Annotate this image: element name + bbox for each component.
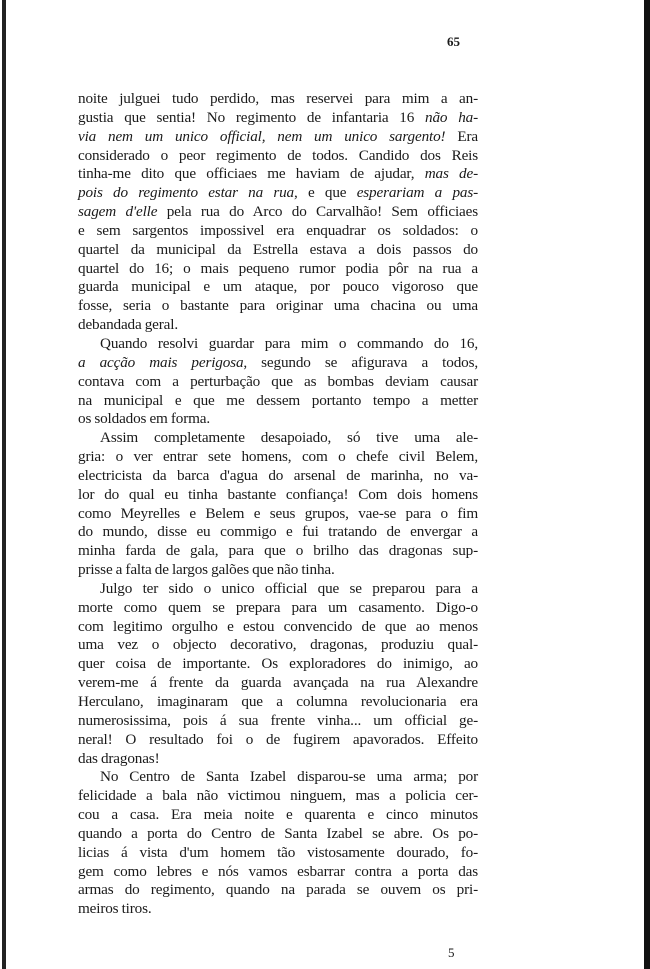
body-text bbox=[78, 0, 478, 919]
italic-text: pois do regimento estar na rua bbox=[78, 184, 295, 202]
text-run: armas do regimento, quando na parada se ouvem os pri- bbox=[78, 881, 478, 899]
text-line bbox=[78, 505, 478, 524]
text-line bbox=[78, 109, 478, 128]
text-run: quartel da municipal da Estrella estava a dois passos do bbox=[78, 240, 478, 258]
text-line bbox=[78, 712, 478, 731]
text-run: , segundo se afigurava a todos, bbox=[243, 353, 478, 371]
text-run: meiros tiros. bbox=[78, 900, 152, 918]
text-line bbox=[78, 429, 478, 448]
text-line bbox=[78, 542, 478, 561]
text-run: do mundo, disse eu commigo e fui tratando de envergar a bbox=[78, 523, 478, 541]
text-run: pela rua do Arco do Carvalhão! Sem officiaes bbox=[157, 203, 478, 221]
text-line bbox=[78, 561, 478, 580]
text-run: quartel do 16; o mais pequeno rumor podia pôr na rua a bbox=[78, 259, 478, 277]
text-line bbox=[78, 260, 478, 279]
text-run: quando a porta do Centro de Santa Izabel se abre. Os po- bbox=[78, 824, 478, 842]
text-run: contava com a perturbação que as bombas deviam causar bbox=[78, 372, 478, 390]
page-number: 65 bbox=[447, 34, 460, 49]
text-run: numerosissima, pois á sua frente vinha... um official ge- bbox=[78, 711, 478, 729]
text-line bbox=[78, 655, 478, 674]
text-line bbox=[78, 448, 478, 467]
text-run: morte como quem se prepara para um casamento. Digo-o bbox=[78, 598, 478, 616]
italic-text: não ha- bbox=[425, 108, 478, 126]
text-line bbox=[78, 373, 478, 392]
text-line bbox=[78, 165, 478, 184]
text-run: felicidade a bala não victimou ninguem, mas a policia cer- bbox=[78, 787, 478, 805]
text-line bbox=[78, 731, 478, 750]
text-line bbox=[78, 844, 478, 863]
text-line bbox=[78, 203, 478, 222]
text-run: licias á vista d'um homem tão vistosamente dourado, fo- bbox=[78, 843, 478, 861]
text-line bbox=[78, 486, 478, 505]
text-line bbox=[78, 806, 478, 825]
text-run: gustia que sentia! No regimento de infantaria 16 bbox=[78, 108, 426, 126]
text-run: guarda municipal e um ataque, por pouco vigoroso que bbox=[78, 278, 478, 296]
text-line bbox=[78, 354, 478, 373]
text-line bbox=[78, 580, 478, 599]
text-run: gria: o ver entrar sete homens, com o chefe civil Belem, bbox=[78, 448, 478, 466]
text-line bbox=[78, 825, 478, 844]
text-line bbox=[78, 636, 478, 655]
text-line bbox=[78, 90, 478, 109]
text-run: das dragonas! bbox=[78, 749, 160, 767]
text-run: Herculano, imaginaram que a columna revolucionaria era bbox=[78, 693, 478, 710]
scan-edge-left bbox=[2, 0, 6, 969]
text-line bbox=[78, 392, 478, 411]
text-run: considerado o peor regimento de todos. Candido dos Reis bbox=[78, 146, 478, 164]
italic-text: via nem um unico official, nem um unico sargento! bbox=[78, 127, 446, 145]
text-line bbox=[78, 410, 478, 429]
text-run: lor do qual eu tinha bastante confiança! Com dois homens bbox=[78, 485, 478, 503]
italic-text: esperariam a pas- bbox=[356, 184, 478, 202]
text-run: Julgo ter sido o unico official que se preparou para a bbox=[100, 579, 478, 597]
text-run: uma vez o objecto decorativo, dragonas, produziu qual- bbox=[78, 636, 478, 654]
text-line bbox=[78, 881, 478, 900]
text-line bbox=[78, 750, 478, 769]
text-line bbox=[78, 297, 478, 316]
text-line bbox=[78, 900, 478, 919]
italic-text: sagem d'elle bbox=[78, 203, 158, 221]
text-run: com legitimo orgulho e estou convencido de que ao menos bbox=[78, 617, 478, 635]
text-line bbox=[78, 335, 478, 354]
text-run: na municipal e que me dessem portanto tempo a metter bbox=[78, 391, 478, 409]
text-line bbox=[78, 768, 478, 787]
italic-text: mas de- bbox=[424, 165, 478, 183]
text-run: Quando resolvi guardar para mim o commando do 16, bbox=[100, 334, 478, 352]
text-line bbox=[78, 467, 478, 486]
text-run: minha farda de gala, para que o brilho das dragonas sup- bbox=[78, 542, 478, 560]
text-line bbox=[78, 863, 478, 882]
text-run: electricista da barca d'agua do arsenal de marinha, no va- bbox=[78, 466, 478, 484]
text-run: neral! O resultado foi o de fugirem apavorados. Effeito bbox=[78, 730, 478, 748]
text-line bbox=[78, 618, 478, 637]
text-run: Era bbox=[445, 127, 478, 145]
text-line bbox=[78, 128, 478, 147]
text-line bbox=[78, 674, 478, 693]
text-run: cou a casa. Era meia noite e quarenta e cinco minutos bbox=[78, 806, 478, 824]
text-run: verem-me á frente da guarda avançada na rua Alexandre bbox=[78, 674, 478, 692]
text-run: e sem sargentos impossivel era enquadrar os soldados: o bbox=[78, 221, 478, 239]
text-run: fosse, seria o bastante para originar uma chacina ou uma bbox=[78, 297, 478, 315]
text-line bbox=[78, 147, 478, 166]
scan-edge-right bbox=[644, 0, 650, 969]
signature-mark: 5 bbox=[448, 945, 455, 961]
text-run: Assim completamente desapoiado, só tive uma ale- bbox=[100, 429, 478, 447]
text-line bbox=[78, 241, 478, 260]
text-line bbox=[78, 523, 478, 542]
text-run: os soldados em forma. bbox=[78, 410, 211, 428]
text-line bbox=[78, 599, 478, 618]
text-line bbox=[78, 693, 478, 712]
text-run: como Meyrelles e Belem e seus grupos, vae-se para o fim bbox=[78, 504, 478, 522]
text-run: debandada geral. bbox=[78, 316, 178, 334]
text-run: prisse a falta de largos galões que não tinha. bbox=[78, 561, 335, 579]
text-line bbox=[78, 787, 478, 806]
text-run: gem como lebres e nós vamos esbarrar contra a porta das bbox=[78, 862, 478, 880]
text-run: tinha-me dito que officiaes me haviam de ajudar, bbox=[78, 165, 425, 183]
text-line bbox=[78, 278, 478, 297]
italic-text: a acção mais perigosa bbox=[78, 353, 244, 371]
text-line bbox=[78, 222, 478, 241]
text-line bbox=[78, 184, 478, 203]
text-line bbox=[78, 316, 478, 335]
text-run: , e que bbox=[294, 184, 357, 202]
text-run: No Centro de Santa Izabel disparou-se uma arma; por bbox=[100, 768, 478, 786]
text-run: quer coisa de importante. Os exploradores do inimigo, ao bbox=[78, 655, 478, 673]
text-run: noite julguei tudo perdido, mas reservei para mim a an- bbox=[78, 90, 478, 107]
